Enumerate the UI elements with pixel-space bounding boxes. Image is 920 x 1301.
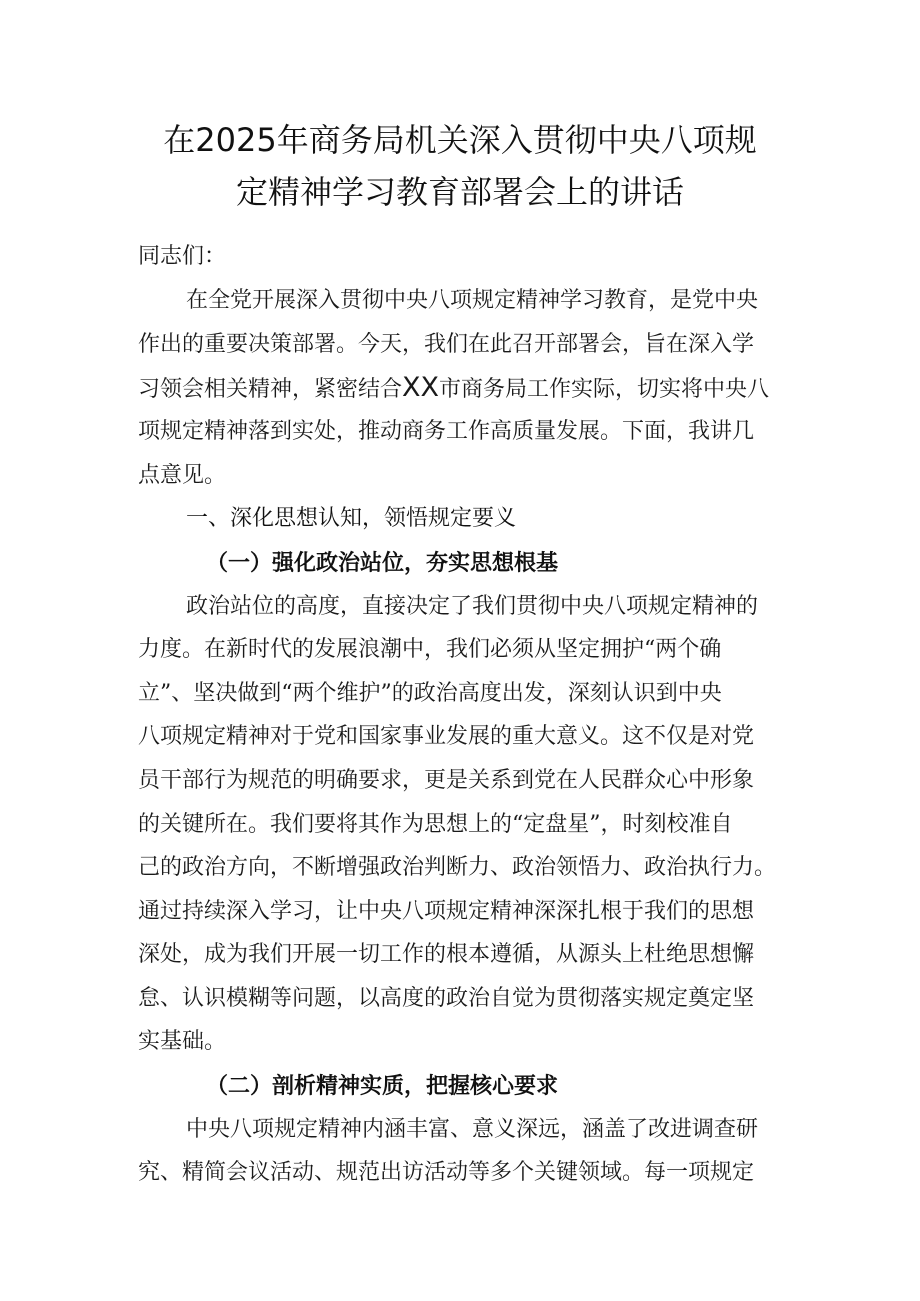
intro-line-1: 在全党开展深入贯彻中央八项规定精神学习教育，是党中央: [186, 288, 759, 313]
paragraph-line: 己的政治方向，不断增强政治判断力、政治领悟力、政治执行力。: [138, 855, 777, 880]
document-title-line-1: 在2025年商务局机关深入贯彻中央八项规: [163, 121, 757, 159]
paragraph-line: 实基础。: [138, 1029, 227, 1054]
paragraph-line: 力度。在新时代的发展浪潮中，我们必须从坚定拥护“两个确: [138, 637, 722, 662]
paragraph-line: 中央八项规定精神内涵丰富、意义深远，涵盖了改进调查研: [186, 1117, 759, 1142]
intro-line-3-end: 市商务局工作实际，切实将中央八: [439, 377, 770, 402]
document-title-line-2: 定精神学习教育部署会上的讲话: [235, 173, 684, 211]
paragraph-line: 究、精简会议活动、规范出访活动等多个关键领域。每一项规定: [138, 1160, 755, 1185]
subsection-1-heading: （一）强化政治站位，夯实思想根基: [206, 550, 559, 576]
city-placeholder: XX: [402, 372, 440, 403]
paragraph-line: 怠、认识模糊等问题，以高度的政治自觉为贯彻落实规定奠定坚: [138, 986, 755, 1011]
paragraph-line: 政治站位的高度，直接决定了我们贯彻中央八项规定精神的: [186, 594, 759, 619]
paragraph-line: 深处，成为我们开展一切工作的根本遵循，从源头上杜绝思想懈: [138, 942, 755, 967]
intro-line-4: 项规定精神落到实处，推动商务工作高质量发展。下面，我讲几: [138, 419, 755, 444]
intro-line-3-start: 习领会相关精神，紧密结合: [138, 377, 403, 402]
salutation: 同志们：: [138, 244, 227, 269]
paragraph-line: 八项规定精神对于党和国家事业发展的重大意义。这不仅是对党: [138, 724, 755, 749]
intro-line-3: [138, 373, 798, 405]
intro-line-2: 作出的重要决策部署。今天，我们在此召开部署会，旨在深入学: [138, 332, 755, 357]
paragraph-line: 通过持续深入学习，让中央八项规定精神深深扎根于我们的思想: [138, 899, 755, 924]
paragraph-line: 的关键所在。我们要将其作为思想上的“定盘星”，时刻校准自: [138, 812, 733, 837]
subsection-2-heading: （二）剖析精神实质，把握核心要求: [206, 1073, 559, 1099]
paragraph-line: 员干部行为规范的明确要求，更是关系到党在人民群众心中形象: [138, 768, 755, 793]
section-1-heading: 一、深化思想认知，领悟规定要义: [186, 506, 517, 531]
intro-line-5: 点意见。: [138, 463, 227, 488]
paragraph-line: 立”、坚决做到“两个维护”的政治高度出发，深刻认识到中央: [138, 681, 722, 706]
